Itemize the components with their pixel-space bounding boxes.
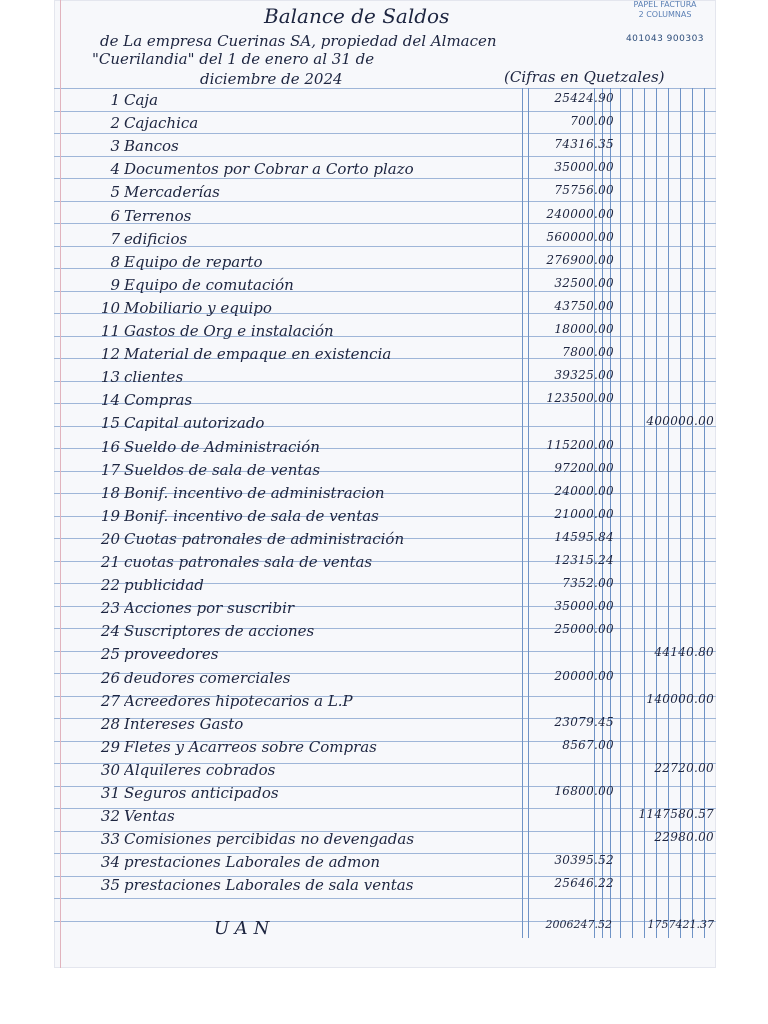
table-row <box>54 137 716 159</box>
ruled-line <box>54 88 716 89</box>
account-name: Cuotas patronales de administración <box>124 529 405 548</box>
account-name: clientes <box>124 368 184 387</box>
paper-label-2: 2 COLUMNAS <box>638 10 692 19</box>
row-number: 11 <box>100 322 120 340</box>
table-row <box>54 322 716 344</box>
account-name: Bonif. incentivo de sala de ventas <box>124 506 379 525</box>
table-row <box>54 807 716 829</box>
account-name: Suscriptores de acciones <box>124 622 315 641</box>
account-name: Gastos de Org e instalación <box>124 322 334 340</box>
account-name: Cajachica <box>124 114 199 133</box>
account-name: deudores comerciales <box>124 668 291 687</box>
table-row <box>54 368 716 390</box>
table-row <box>54 599 716 621</box>
table-row <box>54 507 716 529</box>
debit-amount: 35000.00 <box>554 599 614 614</box>
debit-amount: 24000.00 <box>554 483 614 498</box>
account-name: Material de empaque en existencia <box>124 345 392 364</box>
table-row <box>54 669 716 691</box>
row-number: 5 <box>110 183 120 202</box>
debit-amount: 123500.00 <box>546 391 614 406</box>
debit-amount: 30395.52 <box>554 853 614 868</box>
account-name: edificios <box>124 229 188 248</box>
row-number: 16 <box>100 437 120 456</box>
row-number: 22 <box>100 576 120 595</box>
account-name: proveedores <box>124 645 219 664</box>
row-number: 31 <box>100 784 120 802</box>
total-credit: 1757421.37 <box>647 918 714 931</box>
debit-amount: 8567.00 <box>562 737 614 752</box>
row-number: 12 <box>100 345 120 364</box>
row-number: 35 <box>100 876 120 895</box>
page-title: Balance de Saldos <box>264 4 450 28</box>
table-row <box>54 530 716 552</box>
row-number: 6 <box>110 206 120 225</box>
account-name: cuotas patronales sala de ventas <box>124 553 373 571</box>
account-name: Compras <box>124 391 193 410</box>
table-row <box>54 91 716 113</box>
table-row <box>54 461 716 483</box>
table-row <box>54 230 716 252</box>
debit-amount: 21000.00 <box>554 506 614 521</box>
credit-amount: 22720.00 <box>654 760 714 775</box>
debit-amount: 276900.00 <box>546 252 614 267</box>
table-row <box>54 645 716 667</box>
row-number: 14 <box>100 391 120 410</box>
credit-amount: 140000.00 <box>646 691 714 706</box>
credit-amount: 1147580.57 <box>638 807 714 822</box>
table-row <box>54 114 716 136</box>
account-name: Seguros anticipados <box>124 784 279 802</box>
debit-amount: 7352.00 <box>562 576 614 591</box>
account-name: Documentos por Cobrar a Corto plazo <box>124 160 414 179</box>
account-name: prestaciones Laborales de admon <box>124 853 381 872</box>
account-name: Acreedores hipotecarios a L.P <box>124 691 353 710</box>
table-row <box>54 438 716 460</box>
table-row <box>54 484 716 506</box>
row-number: 3 <box>110 137 120 156</box>
account-name: Equipo de comutación <box>124 275 294 294</box>
table-row <box>54 715 716 737</box>
debit-amount: 35000.00 <box>554 160 614 175</box>
debit-amount: 23079.45 <box>554 714 614 729</box>
row-number: 24 <box>100 622 120 641</box>
account-name: Sueldos de sala de ventas <box>124 460 321 479</box>
row-number: 7 <box>110 229 120 248</box>
ledger-sheet <box>54 0 716 968</box>
table-row <box>54 345 716 367</box>
row-number: 26 <box>100 668 120 687</box>
table-row <box>54 414 716 436</box>
debit-amount: 700.00 <box>570 114 614 129</box>
credit-amount: 44140.80 <box>654 645 714 660</box>
row-number: 25 <box>100 645 120 664</box>
credit-amount: 400000.00 <box>646 414 714 429</box>
account-name: Bonif. incentivo de administracion <box>124 483 385 502</box>
row-number: 15 <box>100 414 120 433</box>
debit-amount: 74316.35 <box>554 137 614 152</box>
account-name: Intereses Gasto <box>124 714 244 733</box>
debit-amount: 115200.00 <box>546 437 614 452</box>
debit-amount: 20000.00 <box>554 668 614 683</box>
table-row <box>54 553 716 575</box>
row-number: 19 <box>100 506 120 525</box>
debit-amount: 12315.24 <box>554 553 614 567</box>
account-name: Equipo de reparto <box>124 252 263 271</box>
paper-label-1: PAPEL FACTURA <box>633 0 697 9</box>
debit-amount: 25424.90 <box>554 91 614 105</box>
account-name: Mobiliario y equipo <box>124 298 272 317</box>
row-number: 9 <box>110 275 120 294</box>
table-row <box>54 160 716 182</box>
row-number: 2 <box>110 114 120 133</box>
table-row <box>54 692 716 714</box>
debit-amount: 25000.00 <box>554 622 614 637</box>
row-number: 34 <box>100 853 120 872</box>
row-number: 23 <box>100 599 120 618</box>
subtitle-line-2: "Cuerilandia" del 1 de enero al 31 de <box>92 50 375 68</box>
account-name: prestaciones Laborales de sala ventas <box>124 876 414 895</box>
debit-amount: 560000.00 <box>546 229 614 244</box>
account-name: Acciones por suscribir <box>124 599 295 618</box>
debit-amount: 97200.00 <box>554 460 614 475</box>
table-row <box>54 876 716 898</box>
row-number: 8 <box>110 252 120 271</box>
debit-amount: 16800.00 <box>554 784 614 798</box>
account-name: Terrenos <box>124 206 192 225</box>
row-number: 30 <box>100 760 120 779</box>
row-number: 27 <box>100 691 120 710</box>
account-name: Sueldo de Administración <box>124 437 320 456</box>
total-debit: 2006247.52 <box>545 918 612 931</box>
table-row <box>54 830 716 852</box>
table-row <box>54 761 716 783</box>
debit-amount: 75756.00 <box>554 183 614 198</box>
row-number: 21 <box>100 553 120 571</box>
debit-amount: 14595.84 <box>554 529 614 544</box>
account-name: Capital autorizado <box>124 414 265 433</box>
row-number: 33 <box>100 830 120 849</box>
row-number: 29 <box>100 737 120 756</box>
table-row <box>54 253 716 275</box>
currency-note: (Cifras en Quetzales) <box>504 68 665 86</box>
account-name: Ventas <box>124 807 175 826</box>
debit-amount: 25646.22 <box>554 876 614 891</box>
debit-amount: 43750.00 <box>554 298 614 313</box>
table-row <box>54 183 716 205</box>
account-name: Comisiones percibidas no devengadas <box>124 830 415 849</box>
row-number: 10 <box>100 298 120 317</box>
table-row <box>54 276 716 298</box>
table-row <box>54 622 716 644</box>
row-number: 32 <box>100 807 120 826</box>
row-number: 18 <box>100 483 120 502</box>
totals-label: UAN <box>214 918 276 939</box>
subtitle-line-1: de La empresa Cuerinas SA, propiedad del Almacen <box>100 32 497 50</box>
debit-amount: 39325.00 <box>554 368 614 383</box>
row-number: 4 <box>110 160 120 179</box>
account-name: Caja <box>124 91 159 109</box>
table-row <box>54 784 716 806</box>
row-number: 13 <box>100 368 120 387</box>
account-name: publicidad <box>124 576 204 595</box>
subtitle-line-3: diciembre de 2024 <box>200 70 343 88</box>
table-row <box>54 853 716 875</box>
row-number: 1 <box>110 91 120 109</box>
debit-amount: 18000.00 <box>554 322 614 336</box>
table-row <box>54 207 716 229</box>
debit-amount: 240000.00 <box>546 206 614 221</box>
paper-header <box>614 0 716 46</box>
account-name: Alquileres cobrados <box>124 760 276 779</box>
row-number: 17 <box>100 460 120 479</box>
account-name: Fletes y Acarreos sobre Compras <box>124 737 377 756</box>
credit-amount: 22980.00 <box>654 830 714 845</box>
row-number: 28 <box>100 714 120 733</box>
table-row <box>54 299 716 321</box>
paper-code: 401043 900303 <box>625 34 705 44</box>
debit-amount: 32500.00 <box>554 275 614 290</box>
totals-row <box>54 918 716 942</box>
account-name: Bancos <box>124 137 179 156</box>
table-row <box>54 391 716 413</box>
row-number: 20 <box>100 529 120 548</box>
debit-amount: 7800.00 <box>562 345 614 360</box>
table-row <box>54 738 716 760</box>
table-row <box>54 576 716 598</box>
account-name: Mercaderías <box>124 183 220 202</box>
